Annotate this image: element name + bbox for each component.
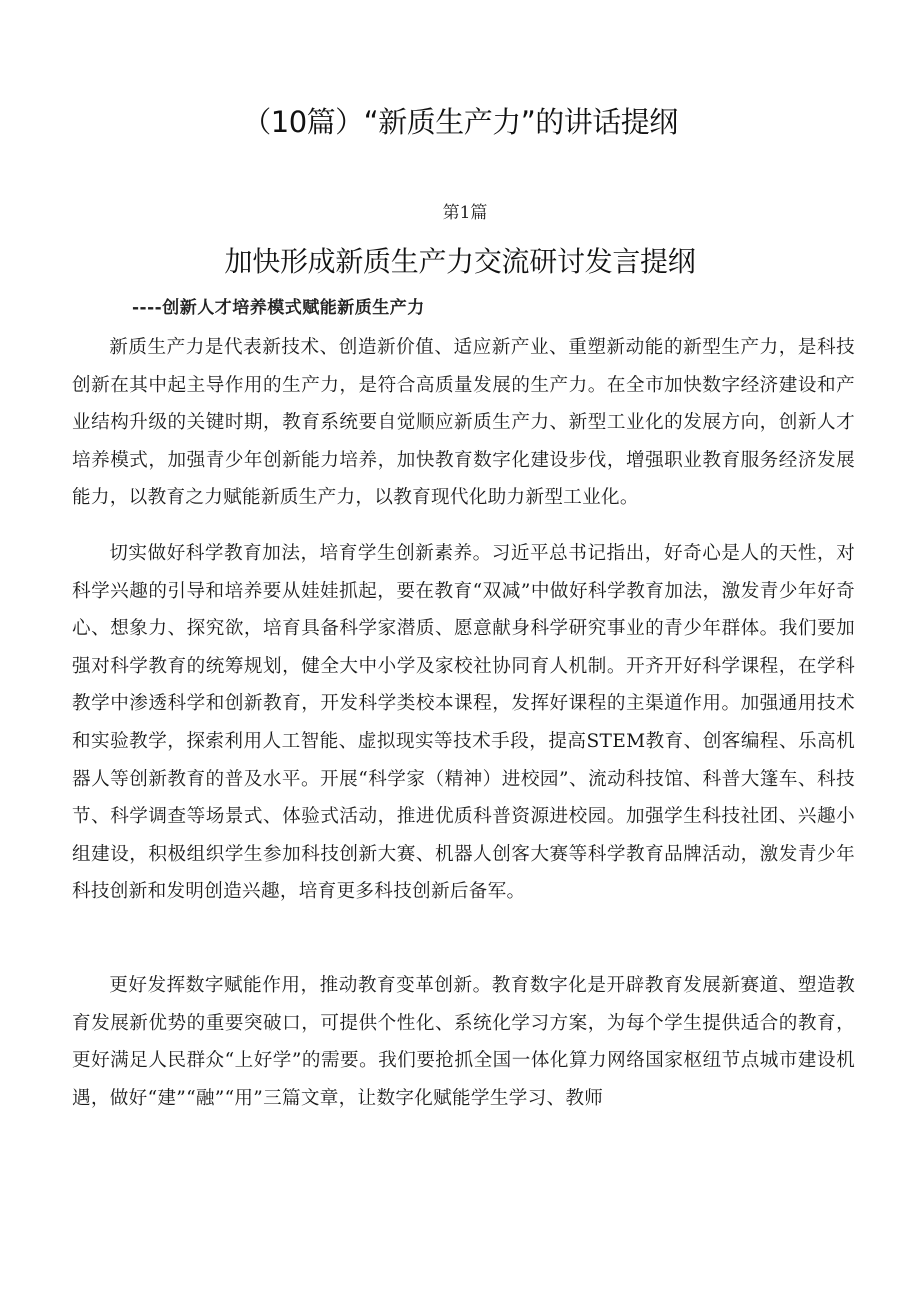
article-title: 加快形成新质生产力交流研讨发言提纲: [224, 245, 696, 278]
article-subtitle: ----创新人才培养模式赋能新质生产力: [132, 298, 425, 318]
article-number: 第1篇: [442, 203, 488, 223]
body-paragraph: 切实做好科学教育加法，培育学生创新素养。习近平总书记指出，好奇心是人的天性，对科学兴趣的引导和培养要从娃娃抓起，要在教育“双减”中做好科学教育加法，激发青少年好奇心、想象力、探究欲，培育具备科学家潜质、愿意献身科学研究事业的青少年群体。我们要加强对科学教育的统筹规划，健全大中小学及家校社协同育人机制。开齐开好科学课程，在学科教学中渗透科学和创新教育，开发科学类校本课程，发挥好课程的主渠道作用。加强通用技术和实验教学，探索利用人工智能、虚拟现实等技术手段，提高STEM教育、创客编程、乐高机器人等创新教育的普及水平。开展“科学家（精神）进校园”、流动科技馆、科普大篷车、科技节、科学调查等场景式、体验式活动，推进优质科普资源进校园。加强学生科技社团、兴趣小组建设，积极组织学生参加科技创新大赛、机器人创客大赛等科学教育品牌活动，激发青少年科技创新和发明创造兴趣，培育更多科技创新后备军。: [72, 543, 855, 903]
body-paragraph: 新质生产力是代表新技术、创造新价值、适应新产业、重塑新动能的新型生产力，是科技创新在其中起主导作用的生产力，是符合高质量发展的生产力。在全市加快数字经济建设和产业结构升级的关键时期，教育系统要自觉顺应新质生产力、新型工业化的发展方向，创新人才培养模式，加强青少年创新能力培养，加快教育数字化建设步伐，增强职业教育服务经济发展能力，以教育之力赋能新质生产力，以教育现代化助力新型工业化。: [72, 337, 855, 509]
body-paragraph: 更好发挥数字赋能作用，推动教育变革创新。教育数字化是开辟教育发展新赛道、塑造教育发展新优势的重要突破口，可提供个性化、系统化学习方案，为每个学生提供适合的教育，更好满足人民群众“上好学”的需要。我们要抢抓全国一体化算力网络国家枢纽节点城市建设机遇，做好“建”“融”“用”三篇文章，让数字化赋能学生学习、教师: [72, 975, 855, 1109]
document-title: （10篇）“新质生产力”的讲话提纲: [242, 105, 678, 139]
